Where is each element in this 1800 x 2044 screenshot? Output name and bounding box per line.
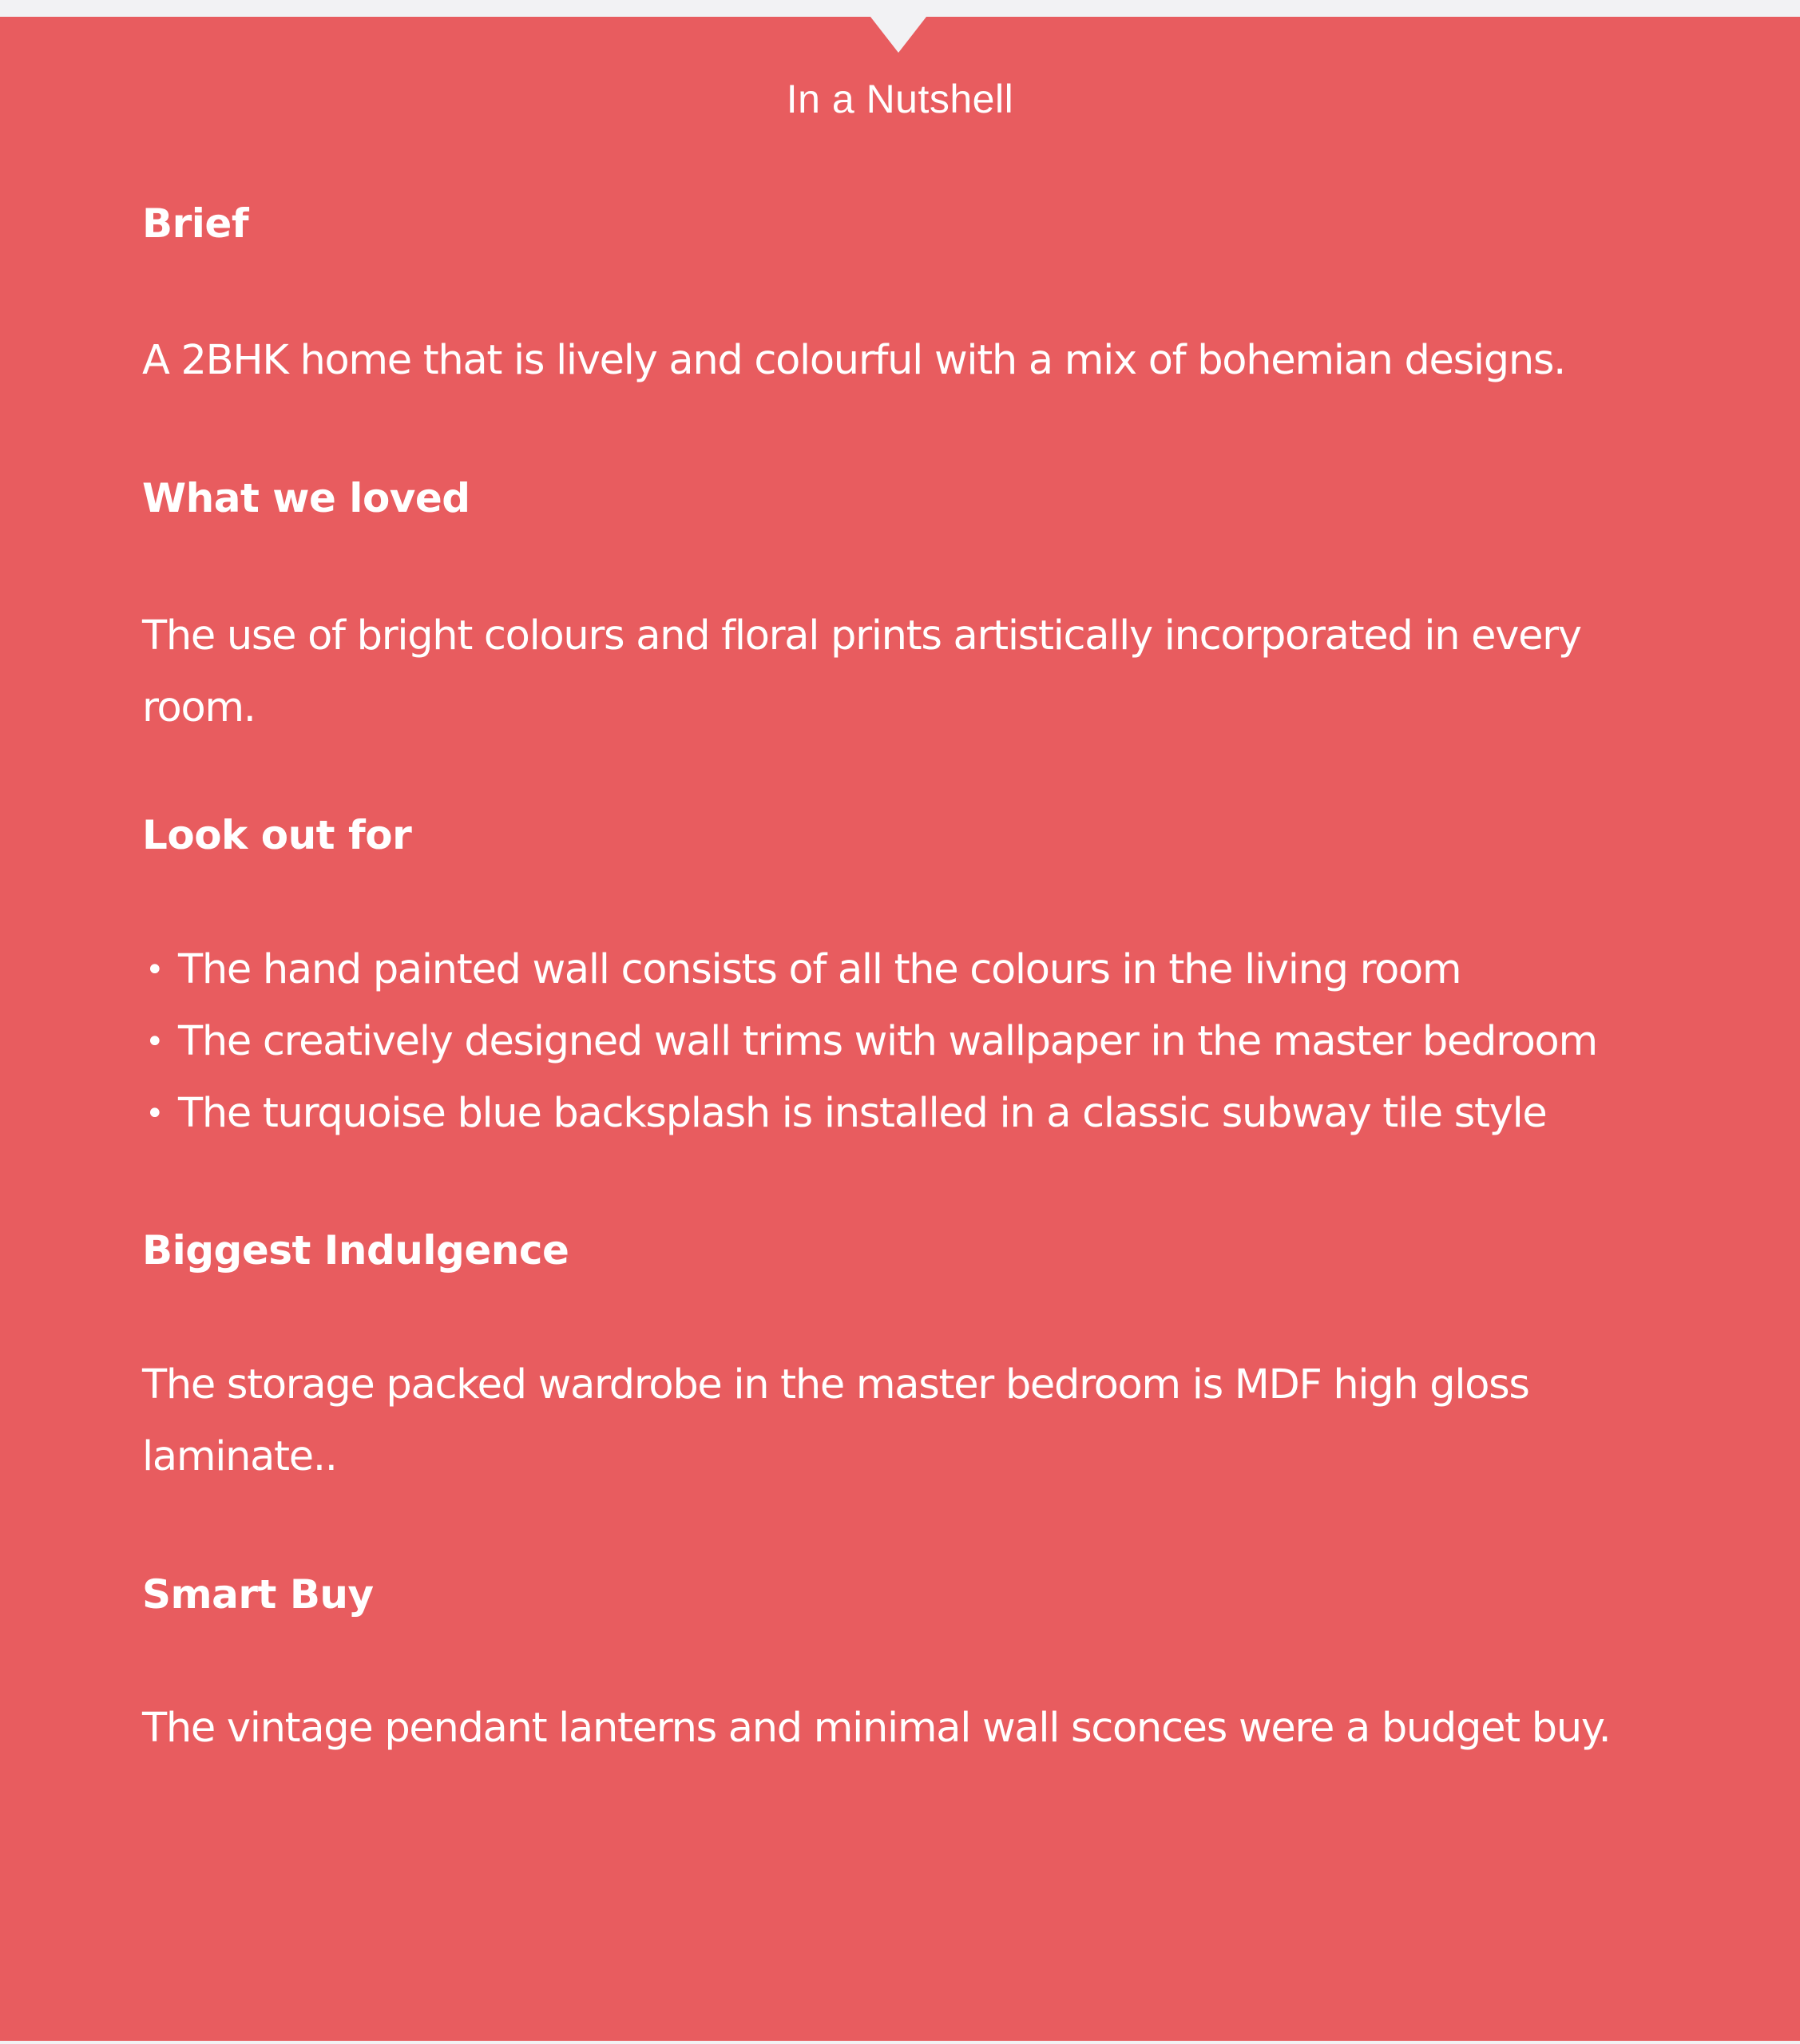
pointer-notch [870,17,926,53]
bullet-icon: • [145,1024,164,1060]
indulgence-text: The storage packed wardrobe in the master bedroom is MDF high gloss laminate.. [142,1361,1529,1480]
bullet-icon: • [145,952,164,988]
list-item-text: The hand painted wall consists of all the colours in the living room [178,946,1461,993]
list-item [142,934,1787,1006]
smartbuy-heading: Smart Buy [142,1571,374,1618]
lookout-heading: Look out for [142,812,412,858]
loved-text: The use of bright colours and floral prints artistically incorporated in every room. [142,612,1581,731]
list-item [142,1006,1787,1078]
smartbuy-text: The vintage pendant lanterns and minimal wall sconces were a budget buy. [142,1705,1611,1752]
indulgence-heading: Biggest Indulgence [142,1227,569,1274]
list-item-text: The creatively designed wall trims with wallpaper in the master bedroom [178,1018,1597,1065]
nutshell-card [0,17,1800,2041]
list-item [142,1078,1787,1150]
brief-heading: Brief [142,200,249,247]
list-item-text: The turquoise blue backsplash is installed in a classic subway tile style [178,1090,1547,1137]
brief-text: A 2BHK home that is lively and colourful with a mix of bohemian designs. [142,337,1566,384]
bullet-icon: • [145,1095,164,1132]
lookout-list [142,934,1787,1150]
loved-heading: What we loved [142,475,470,521]
card-title: In a Nutshell [786,77,1014,121]
